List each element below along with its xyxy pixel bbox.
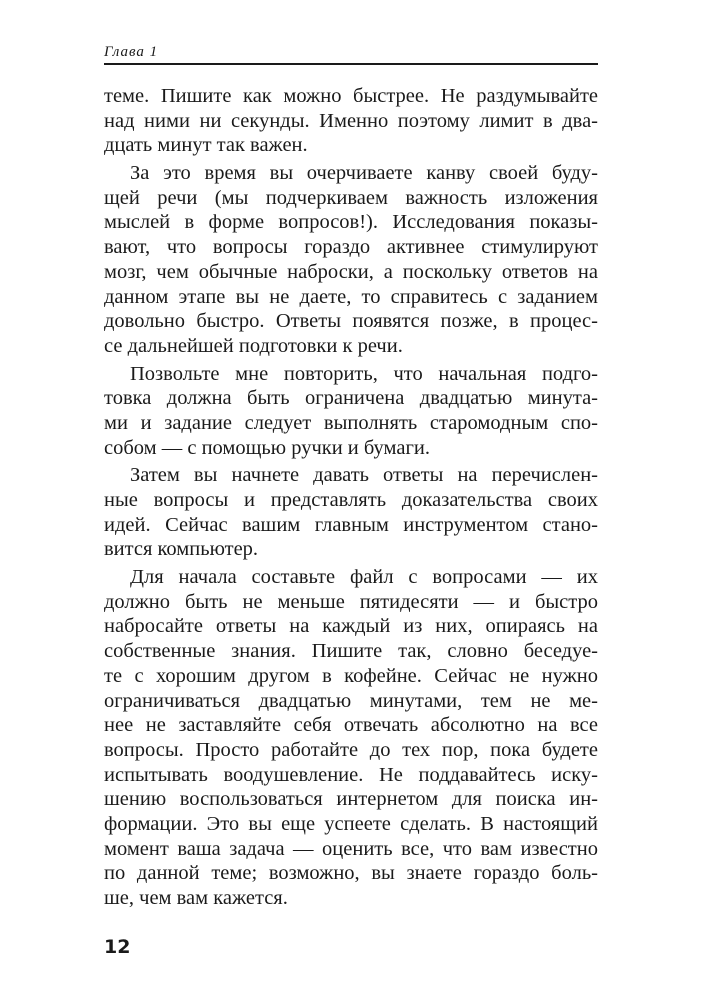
text-line: набросайте ответы на каждый из них, опираясь на [104, 615, 598, 638]
text-line: вится компьютер. [104, 538, 259, 561]
text-line: момент ваша задача — оценить все, что вам известно [104, 837, 598, 860]
text-line: теме. Пишите как можно быстрее. Не раздумывайте [104, 85, 598, 107]
paragraph [104, 463, 598, 562]
paragraph [104, 161, 598, 359]
text-line: собственные знания. Пишите так, словно беседуе- [104, 640, 598, 663]
text-line: данном этапе вы не даете, то справитесь с заданием [104, 285, 598, 308]
header-rule [104, 63, 598, 65]
text-line: ные вопросы и представлять доказательства своих [104, 489, 598, 511]
text-line: ше, чем вам кажется. [104, 887, 288, 909]
text-line: над ними ни секунды. Именно поэтому лимит в два- [104, 109, 598, 132]
body-text [104, 84, 598, 914]
text-line: испытывать воодушевление. Не поддавайтесь иску- [104, 763, 598, 786]
text-line: дцать минут так важен. [104, 134, 308, 157]
text-line: вопросы. Просто работайте до тех пор, пока будете [104, 738, 598, 761]
text-line: се дальнейшей подготовки к речи. [104, 334, 403, 357]
text-line: довольно быстро. Ответы появятся позже, в процес- [104, 310, 598, 333]
text-line: За это время вы очерчиваете канву своей буду- [130, 162, 598, 185]
text-line: шению воспользоваться интернетом для поиска ин- [104, 788, 598, 811]
chapter-title: Глава 1 [104, 44, 159, 60]
paragraph [104, 565, 598, 911]
text-line: щей речи (мы подчеркиваем важность изложения [104, 186, 598, 209]
text-line: Позвольте мне повторить, что начальная подго- [130, 362, 598, 385]
text-line: Для начала составьте файл с вопросами — их [130, 566, 598, 589]
text-line: нее не заставляйте себя отвечать абсолютно на все [104, 714, 598, 737]
text-line: идей. Сейчас вашим главным инструментом стано- [104, 513, 598, 536]
text-line: те с хорошим другом в кофейне. Сейчас не нужно [104, 664, 598, 687]
text-line: мозг, чем обычные наброски, а поскольку ответов на [104, 260, 598, 283]
text-line: мыслей в форме вопросов!). Исследования показы- [104, 211, 598, 234]
text-line: ограничиваться двадцатью минутами, тем не ме- [104, 689, 598, 712]
running-head [104, 44, 598, 66]
text-line: ми и задание следует выполнять старомодным спо- [104, 411, 598, 434]
paragraph [104, 362, 598, 461]
paragraph [104, 84, 598, 158]
text-line: товка должна быть ограничена двадцатью минута- [104, 387, 598, 410]
page-number: 12 [104, 936, 131, 958]
text-line: Затем вы начнете давать ответы на перечислен- [130, 464, 598, 487]
text-line: собом — с помощью ручки и бумаги. [104, 436, 430, 459]
text-line: по данной теме; возможно, вы знаете гораздо боль- [104, 862, 598, 885]
text-line: должно быть не меньше пятидесяти — и быстро [104, 590, 598, 613]
text-line: вают, что вопросы гораздо активнее стимулируют [104, 236, 598, 259]
text-line: формации. Это вы еще успеете сделать. В настоящий [104, 812, 598, 835]
